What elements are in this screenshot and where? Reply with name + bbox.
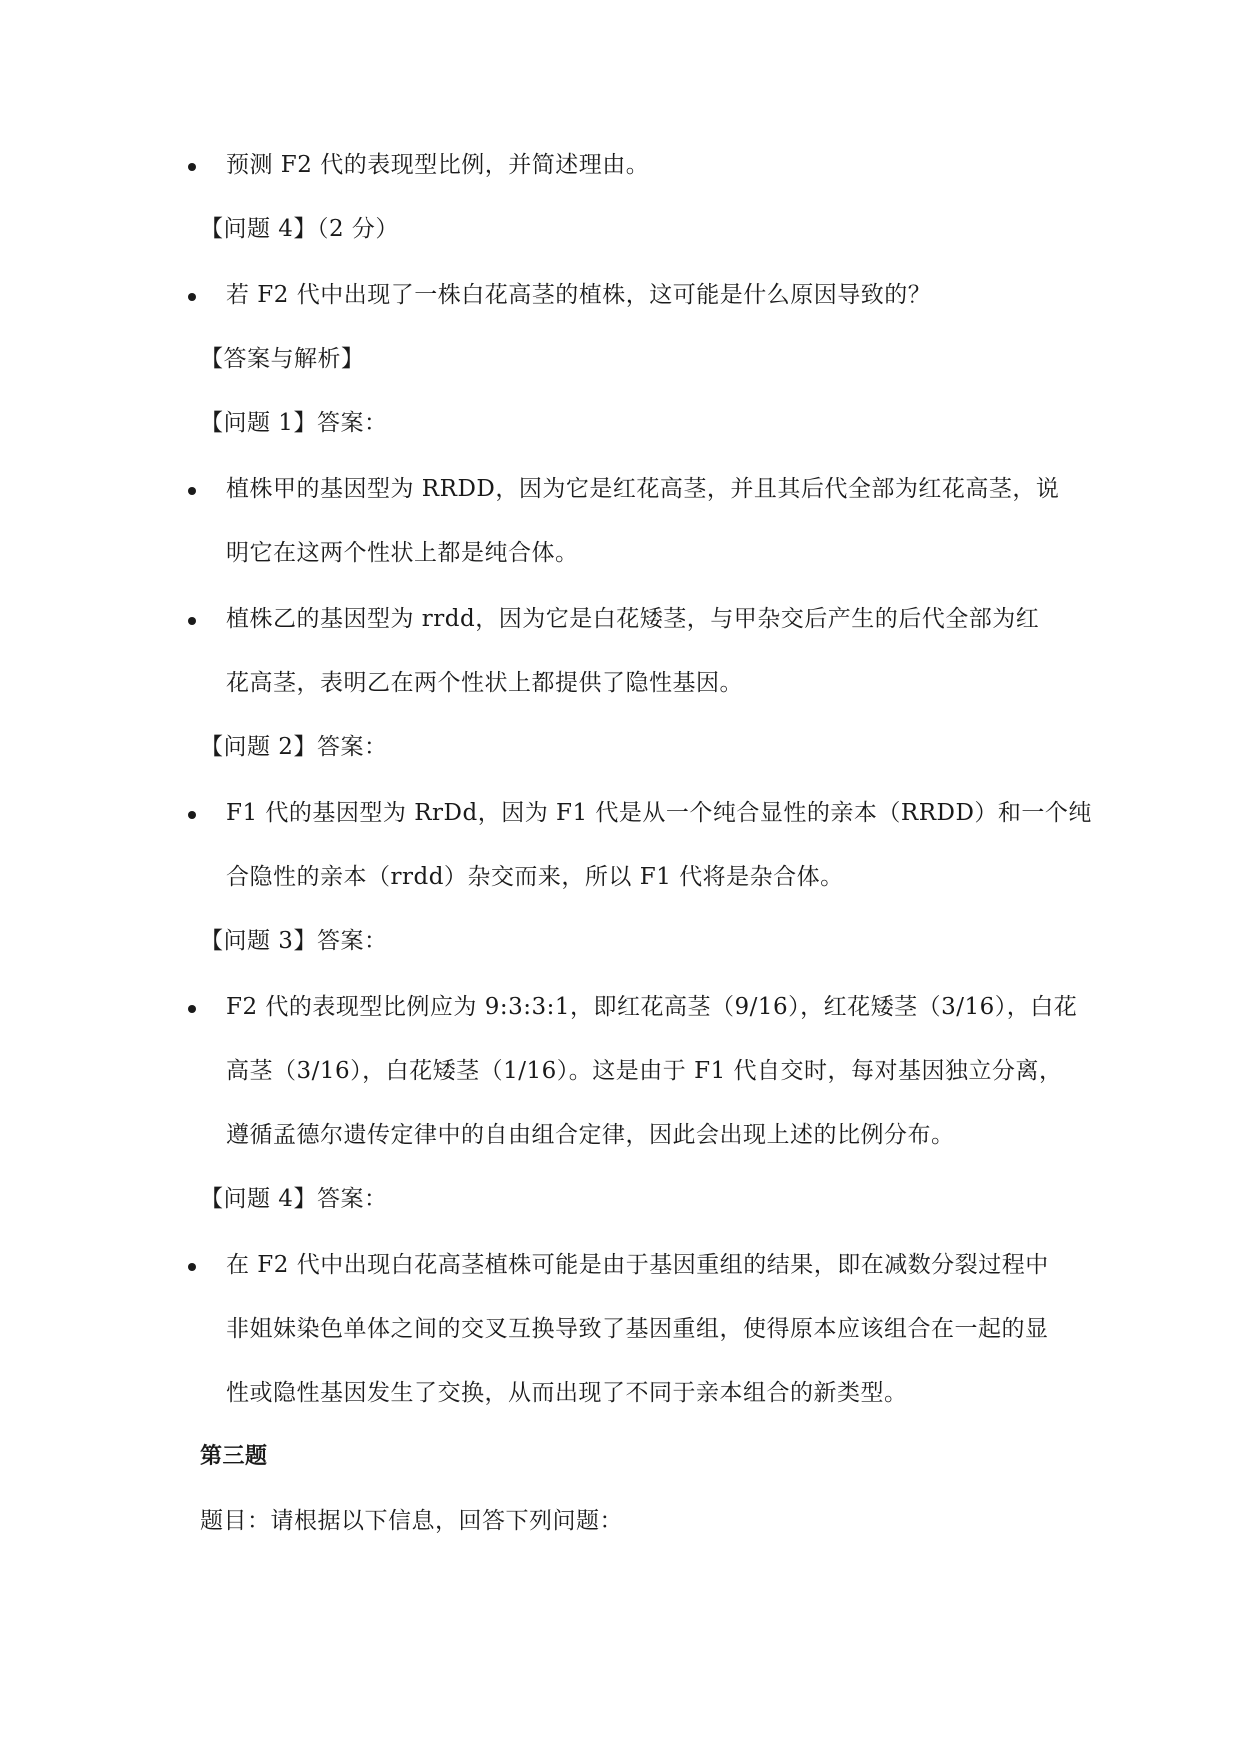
bullet-dot xyxy=(188,1263,196,1271)
bullet-dot xyxy=(188,617,196,625)
bullet-text-line: F2 代的表现型比例应为 9:3:3:1，即红花高茎（9/16），红花矮茎（3/16），白花 xyxy=(226,994,1078,1020)
bullet-dot xyxy=(188,487,196,495)
bullet-text-line: 合隐性的亲本（rrdd）杂交而来，所以 F1 代将是杂合体。 xyxy=(226,864,844,890)
question-label: 【问题 1】答案： xyxy=(200,410,388,436)
bullet-text-line: 预测 F2 代的表现型比例，并简述理由。 xyxy=(226,152,650,178)
bullet-dot xyxy=(188,1005,196,1013)
question-label: 【问题 4】答案： xyxy=(200,1186,388,1212)
bullet-text-line: F1 代的基因型为 RrDd，因为 F1 代是从一个纯合显性的亲本（RRDD）和一个纯 xyxy=(226,800,1092,826)
bullet-dot xyxy=(188,163,196,171)
bullet-text-line: 植株甲的基因型为 RRDD，因为它是红花高茎，并且其后代全部为红花高茎，说 xyxy=(226,476,1060,502)
bullet-text-line: 遵循孟德尔遗传定律中的自由组合定律，因此会出现上述的比例分布。 xyxy=(226,1122,955,1148)
bullet-dot xyxy=(188,293,196,301)
bullet-text-line: 性或隐性基因发生了交换，从而出现了不同于亲本组合的新类型。 xyxy=(226,1380,908,1406)
answer-section-label: 【答案与解析】 xyxy=(200,346,365,372)
bullet-text-line: 在 F2 代中出现白花高茎植株可能是由于基因重组的结果，即在减数分裂过程中 xyxy=(226,1252,1049,1278)
section-heading: 第三题 xyxy=(200,1444,268,1469)
question-label: 【问题 4】（2 分） xyxy=(200,216,399,242)
question-label: 【问题 3】答案： xyxy=(200,928,388,954)
question-label: 【问题 2】答案： xyxy=(200,734,388,760)
paragraph-text: 题目：请根据以下信息，回答下列问题： xyxy=(200,1508,623,1534)
bullet-text-line: 花高茎，表明乙在两个性状上都提供了隐性基因。 xyxy=(226,670,743,696)
bullet-dot xyxy=(188,811,196,819)
bullet-text-line: 植株乙的基因型为 rrdd，因为它是白花矮茎，与甲杂交后产生的后代全部为红 xyxy=(226,606,1040,632)
bullet-text-line: 若 F2 代中出现了一株白花高茎的植株，这可能是什么原因导致的？ xyxy=(226,282,932,308)
bullet-text-line: 非姐妹染色单体之间的交叉互换导致了基因重组，使得原本应该组合在一起的显 xyxy=(226,1316,1049,1342)
bullet-text-line: 明它在这两个性状上都是纯合体。 xyxy=(226,540,579,566)
bullet-text-line: 高茎（3/16），白花矮茎（1/16）。这是由于 F1 代自交时，每对基因独立分离， xyxy=(226,1058,1063,1084)
